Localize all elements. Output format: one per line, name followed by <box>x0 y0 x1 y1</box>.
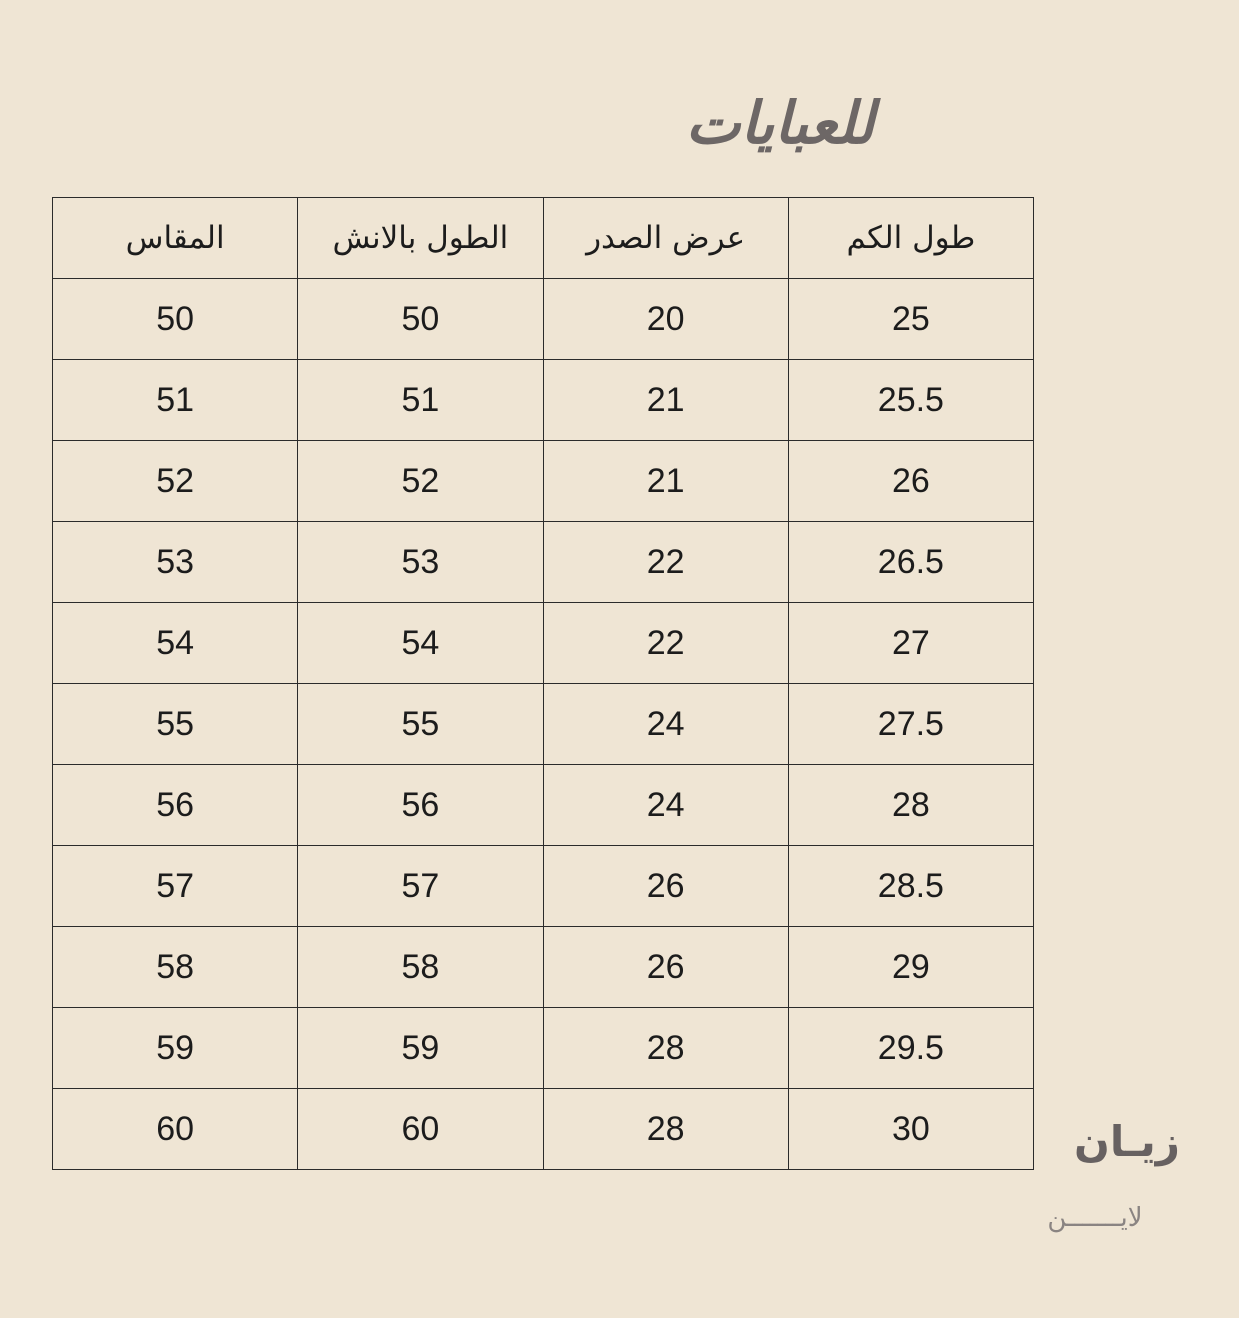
cell-sleeve-length: 25 <box>788 279 1033 360</box>
brand-logo-name: زيـان <box>1074 1117 1180 1166</box>
table-header-row <box>53 198 1034 279</box>
cell-sleeve-length: 30 <box>788 1089 1033 1170</box>
cell-chest-width: 28 <box>543 1089 788 1170</box>
cell-size: 59 <box>53 1008 298 1089</box>
cell-sleeve-length: 25.5 <box>788 360 1033 441</box>
cell-length-inches: 50 <box>298 279 543 360</box>
cell-size: 55 <box>53 684 298 765</box>
table-row <box>53 846 1034 927</box>
cell-size: 60 <box>53 1089 298 1170</box>
table-row <box>53 1089 1034 1170</box>
table-row <box>53 441 1034 522</box>
table-row <box>53 279 1034 360</box>
cell-chest-width: 21 <box>543 441 788 522</box>
cell-sleeve-length: 29.5 <box>788 1008 1033 1089</box>
cell-length-inches: 52 <box>298 441 543 522</box>
cell-sleeve-length: 26 <box>788 441 1033 522</box>
table-row <box>53 603 1034 684</box>
cell-size: 54 <box>53 603 298 684</box>
table-row <box>53 522 1034 603</box>
cell-chest-width: 24 <box>543 684 788 765</box>
cell-length-inches: 58 <box>298 927 543 1008</box>
cell-chest-width: 22 <box>543 603 788 684</box>
cell-size: 52 <box>53 441 298 522</box>
cell-size: 51 <box>53 360 298 441</box>
cell-chest-width: 20 <box>543 279 788 360</box>
cell-size: 57 <box>53 846 298 927</box>
table-row <box>53 1008 1034 1089</box>
cell-size: 53 <box>53 522 298 603</box>
page-title: للعبايات <box>685 89 875 157</box>
cell-length-inches: 53 <box>298 522 543 603</box>
table-body <box>53 279 1034 1170</box>
cell-chest-width: 28 <box>543 1008 788 1089</box>
table-row <box>53 684 1034 765</box>
cell-sleeve-length: 28 <box>788 765 1033 846</box>
cell-length-inches: 55 <box>298 684 543 765</box>
cell-length-inches: 51 <box>298 360 543 441</box>
cell-size: 50 <box>53 279 298 360</box>
header-chest-width: عرض الصدر <box>543 198 788 279</box>
header-sleeve-length: طول الكم <box>788 198 1033 279</box>
cell-sleeve-length: 27.5 <box>788 684 1033 765</box>
table-row <box>53 765 1034 846</box>
brand-logo-subtitle: لايـــــــن <box>1047 1203 1143 1233</box>
cell-sleeve-length: 27 <box>788 603 1033 684</box>
cell-length-inches: 54 <box>298 603 543 684</box>
cell-length-inches: 60 <box>298 1089 543 1170</box>
cell-chest-width: 21 <box>543 360 788 441</box>
cell-sleeve-length: 26.5 <box>788 522 1033 603</box>
cell-sleeve-length: 28.5 <box>788 846 1033 927</box>
cell-size: 58 <box>53 927 298 1008</box>
table-row <box>53 360 1034 441</box>
table-row <box>53 927 1034 1008</box>
size-chart-table <box>52 197 1034 1170</box>
cell-sleeve-length: 29 <box>788 927 1033 1008</box>
cell-size: 56 <box>53 765 298 846</box>
header-length-inches: الطول بالانش <box>298 198 543 279</box>
header-size: المقاس <box>53 198 298 279</box>
cell-length-inches: 57 <box>298 846 543 927</box>
cell-chest-width: 26 <box>543 846 788 927</box>
cell-chest-width: 22 <box>543 522 788 603</box>
cell-chest-width: 24 <box>543 765 788 846</box>
cell-length-inches: 59 <box>298 1008 543 1089</box>
cell-chest-width: 26 <box>543 927 788 1008</box>
cell-length-inches: 56 <box>298 765 543 846</box>
